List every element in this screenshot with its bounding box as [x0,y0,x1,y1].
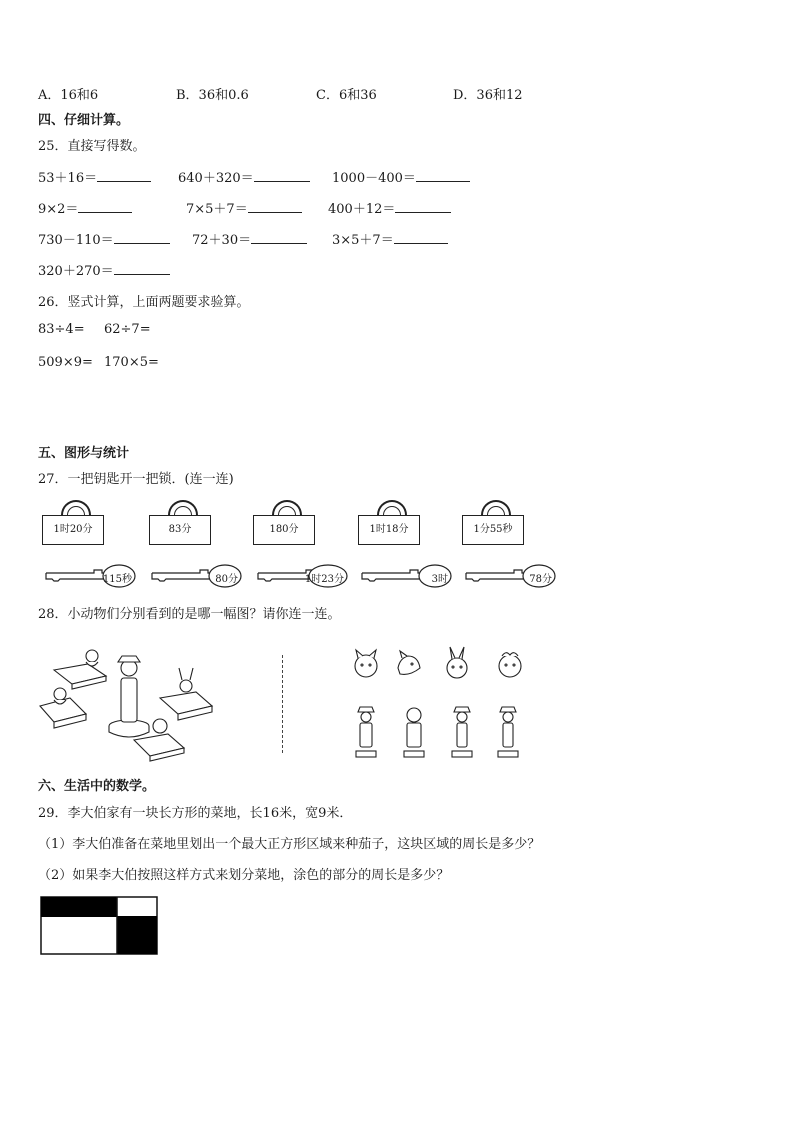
key[interactable] [360,564,452,588]
section-4-title: 四、仔细计算。 [38,113,130,128]
answer-blank[interactable] [78,198,132,213]
lock[interactable] [253,500,327,546]
q25-item: 730－110＝ [38,229,170,248]
key-label: 115秒 [102,574,132,585]
q26-item: 509×9= [38,355,93,370]
answer-blank[interactable] [248,198,302,213]
policeman-back-view-icon[interactable] [404,708,424,757]
lock[interactable] [462,500,536,546]
policeman-other-side-view-icon[interactable] [498,707,518,757]
vegetable-field-diagram [40,896,158,956]
lock[interactable] [42,500,116,546]
answer-blank[interactable] [97,167,151,182]
lock-label: 180分 [253,515,315,545]
q25-item: 7×5＋7＝ [186,198,302,217]
q26-item: 83÷4= [38,322,85,337]
section-5-title: 五、图形与统计 [38,446,130,461]
lock-label: 1时18分 [358,515,420,545]
key[interactable] [150,564,242,588]
q25-item: 3×5＋7＝ [332,229,448,248]
option-c: C．6和36 [316,88,377,103]
q29-sub1: （1）李大伯准备在菜地里划出一个最大正方形区域来种茄子，这块区域的周长是多少？ [38,837,541,852]
key[interactable] [256,564,348,588]
shaded-bottom-square [117,916,157,954]
q29-prompt: 29．李大伯家有一块长方形的菜地，长16米，宽9米． [38,806,353,821]
lock[interactable] [358,500,432,546]
q25-item: 72＋30＝ [192,229,307,248]
lock[interactable] [149,500,223,546]
option-a: A．16和6 [38,88,99,103]
option-d: D．36和12 [453,88,523,103]
answer-blank[interactable] [254,167,310,182]
answer-blank[interactable] [114,229,170,244]
animal-heads-row [350,646,530,682]
q25-item: 1000－400＝ [332,167,470,186]
bird-head-icon[interactable] [499,653,521,677]
key[interactable] [464,564,556,588]
answer-blank[interactable] [251,229,307,244]
q25-item: 400＋12＝ [328,198,451,217]
q25-item: 9×2＝ [38,198,132,217]
key[interactable] [44,564,136,588]
answer-blank[interactable] [394,229,448,244]
answer-blank[interactable] [416,167,470,182]
q28-prompt: 28．小动物们分别看到的是哪一幅图？请你连一连。 [38,607,341,622]
q25-item: 53＋16＝ [38,167,151,186]
fox-head-icon[interactable] [398,651,420,674]
section-6-title: 六、生活中的数学。 [38,779,156,794]
dog-head-icon[interactable] [355,650,377,677]
lock-label: 83分 [149,515,211,545]
answer-blank[interactable] [395,198,451,213]
key-label: 1时23分 [304,574,344,585]
q26-item: 170×5= [104,355,159,370]
option-b: B．36和0.6 [176,88,249,103]
key-label: 3时 [431,574,448,585]
lock-label: 1时20分 [42,515,104,545]
rabbit-head-icon[interactable] [447,647,467,678]
answer-blank[interactable] [114,260,170,275]
q26-item: 62÷7= [104,322,151,337]
q27-prompt: 27．一把钥匙开一把锁．(连一连) [38,472,234,487]
q25-prompt: 25．直接写得数。 [38,139,146,154]
q25-item: 640＋320＝ [178,167,310,186]
q26-prompt: 26．竖式计算，上面两题要求验算。 [38,295,250,310]
q29-sub2: （2）如果李大伯按照这样方式来划分菜地，涂色的部分的周长是多少？ [38,868,450,883]
key-label: 80分 [215,574,238,585]
policeman-front-view-icon[interactable] [356,707,376,757]
lock-label: 1分55秒 [462,515,524,545]
shaded-top-strip [41,897,117,917]
q25-item: 320＋270＝ [38,260,170,279]
dashed-divider [282,655,283,753]
policeman-views-row [352,704,530,760]
animals-scene-illustration [36,640,222,762]
policeman-side-view-icon[interactable] [452,707,472,757]
key-label: 78分 [529,574,552,585]
